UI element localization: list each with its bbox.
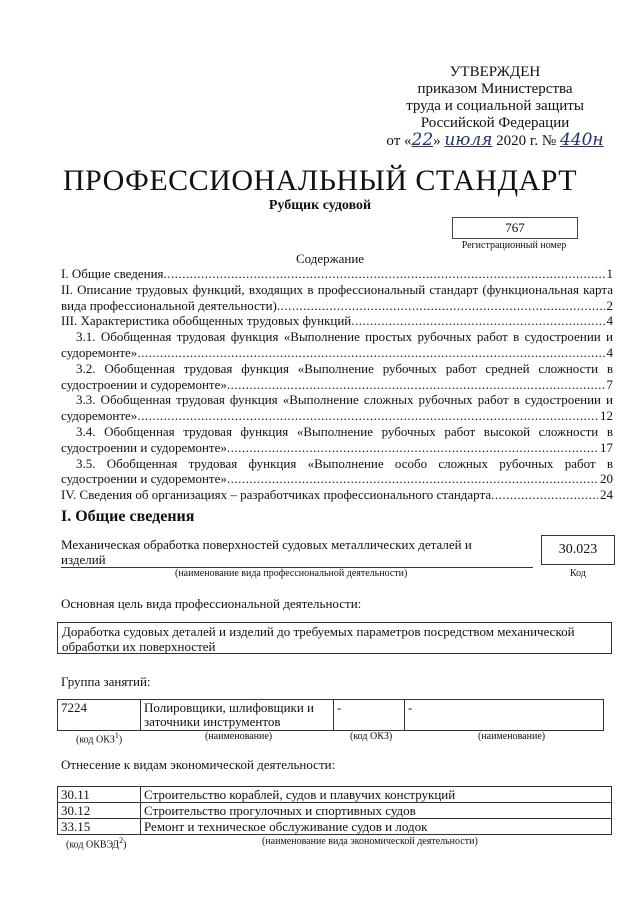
toc-page: 20	[600, 471, 613, 487]
okz-code-cell: 7224	[58, 700, 141, 731]
toc-entry-2-line1[interactable]: II. Описание трудовых функций, входящих в профессиональный стандарт (функциональная карта	[61, 281, 613, 297]
registration-number-label: Регистрационный номер	[461, 240, 567, 251]
toc-entry-3-2-line1[interactable]: 3.2. Обобщенная трудовая функция «Выполнение рубочных работ средней сложности в	[76, 360, 613, 376]
toc-entry-3-2[interactable]	[61, 377, 613, 393]
activity-name	[61, 537, 531, 567]
table-row	[58, 787, 612, 803]
group-caption-name: (наименование)	[205, 731, 273, 742]
toc-entry-text: судоремонте»	[61, 344, 138, 360]
econ-caption-okved	[66, 836, 126, 850]
purpose-label: Основная цель вида профессиональной деятельности:	[61, 596, 362, 611]
date-prefix: от «	[386, 133, 412, 149]
group-caption-okz-2: (код ОКЗ)	[350, 731, 393, 742]
toc-entry-3-3[interactable]	[61, 408, 613, 424]
econ-caption-name: (наименование вида экономической деятельности)	[262, 836, 478, 847]
toc-entry-text: судостроении и судоремонте»	[61, 471, 227, 487]
approval-ministry-line: труда и социальной защиты	[406, 98, 584, 114]
group-label: Группа занятий:	[61, 674, 151, 689]
handwritten-month: июля	[444, 130, 493, 150]
toc-entry-text: судостроении и судоремонте»	[61, 439, 227, 455]
purpose-line2: обработки их поверхностей	[62, 639, 216, 654]
occupation-group-table	[57, 699, 604, 731]
footnote-marker: 2	[119, 836, 124, 845]
toc-page: 12	[600, 408, 613, 424]
section-heading: I. Общие сведения	[61, 508, 195, 525]
toc-page: 24	[600, 487, 613, 503]
table-row	[58, 819, 612, 835]
occupation-name-cell	[141, 700, 334, 731]
document-title: ПРОФЕССИОНАЛЬНЫЙ СТАНДАРТ	[62, 164, 578, 197]
economic-activity-table	[57, 786, 612, 835]
toc-page: 7	[606, 376, 613, 392]
toc-entry-1[interactable]	[61, 266, 613, 282]
activity-code-box: 30.023	[541, 535, 615, 565]
toc-entry-text: судостроении и судоремонте»	[61, 376, 227, 392]
toc-entry-3-3-line1[interactable]: 3.3. Обобщенная трудовая функция «Выполнение сложных рубочных работ в судостроении и	[76, 392, 613, 408]
caption-text: (код ОКЗ	[76, 734, 115, 746]
handwritten-order-number: 440н	[559, 130, 604, 150]
activity-name-line1: Механическая обработка поверхностей судовых металлических деталей и	[61, 537, 472, 552]
econ-name-cell: Строительство прогулочных и спортивных судов	[141, 803, 612, 819]
table-row	[58, 803, 612, 819]
occupation-name-line1: Полировщики, шлифовщики и	[144, 700, 315, 715]
date-mid: »	[433, 133, 441, 149]
registration-number-box: 767	[452, 217, 578, 239]
occupation-name-line2: заточники инструментов	[144, 714, 281, 729]
approval-country-line: Российской Федерации	[420, 115, 570, 131]
toc-page: 2	[606, 297, 613, 313]
footnote-marker: 1	[114, 731, 119, 740]
okved-code-cell: 30.12	[58, 803, 141, 819]
activity-name-line2: изделий	[61, 552, 106, 567]
caption-text: )	[123, 839, 127, 851]
toc-entry-text: судоремонте»	[61, 408, 138, 424]
caption-text: )	[118, 734, 123, 746]
okved-code-cell: 33.15	[58, 819, 141, 835]
toc-entry-text: IV. Сведения об организациях – разработчиках профессионального стандарта	[61, 487, 492, 503]
toc-entry-text: I. Общие сведения	[61, 266, 164, 281]
toc-entry-3-1-line1[interactable]: 3.1. Обобщенная трудовая функция «Выполнение простых рубочных работ в судостроении и	[76, 329, 613, 345]
approval-title: УТВЕРЖДЕН	[449, 64, 541, 80]
contents-heading: Содержание	[295, 251, 365, 266]
econ-name-cell: Ремонт и техническое обслуживание судов и лодок	[141, 819, 612, 835]
toc-entry-3[interactable]	[61, 313, 613, 329]
approval-block	[380, 64, 610, 150]
table-of-contents	[61, 266, 613, 503]
approval-order-line: приказом Министерства	[417, 81, 573, 97]
purpose-line1: Доработка судовых деталей и изделий до требуемых параметров посредством механической	[62, 624, 575, 639]
toc-entry-3-1[interactable]	[61, 345, 613, 361]
document-subtitle: Рубщик судовой	[268, 198, 372, 213]
activity-caption: (наименование вида профессиональной деятельности)	[175, 568, 408, 579]
toc-entry-4[interactable]	[61, 487, 613, 503]
occupation-name-cell-2: -	[405, 700, 604, 731]
purpose-box	[57, 622, 612, 654]
toc-entry-3-4-line1[interactable]: 3.4. Обобщенная трудовая функция «Выполнение рубочных работ высокой сложности в	[76, 423, 613, 439]
toc-entry-3-5-line1[interactable]: 3.5. Обобщенная трудовая функция «Выполнение особо сложных рубочных работ в	[76, 455, 613, 471]
okz-code-cell-2: -	[334, 700, 405, 731]
group-caption-name-2: (наименование)	[478, 731, 546, 742]
toc-page: 4	[606, 344, 613, 360]
caption-text: (код ОКВЭД	[66, 839, 120, 851]
toc-entry-text: III. Характеристика обобщенных трудовых функций	[61, 313, 352, 329]
toc-page: 1	[606, 266, 613, 281]
econ-label: Отнесение к видам экономической деятельности:	[61, 757, 336, 772]
toc-page: 4	[606, 313, 613, 329]
okved-code-cell: 30.11	[58, 787, 141, 803]
toc-entry-3-4[interactable]	[61, 440, 613, 456]
toc-entry-2[interactable]	[61, 298, 613, 314]
handwritten-day: 22	[411, 130, 434, 150]
activity-code-caption: Код	[570, 568, 586, 579]
toc-page: 17	[600, 439, 613, 455]
econ-name-cell: Строительство кораблей, судов и плавучих конструкций	[141, 787, 612, 803]
toc-entry-3-5[interactable]	[61, 471, 613, 487]
date-year: 2020 г. №	[496, 133, 557, 149]
toc-entry-text: вида профессиональной деятельности)	[61, 297, 277, 313]
group-caption-okz	[76, 731, 122, 745]
approval-date-line	[380, 132, 610, 150]
